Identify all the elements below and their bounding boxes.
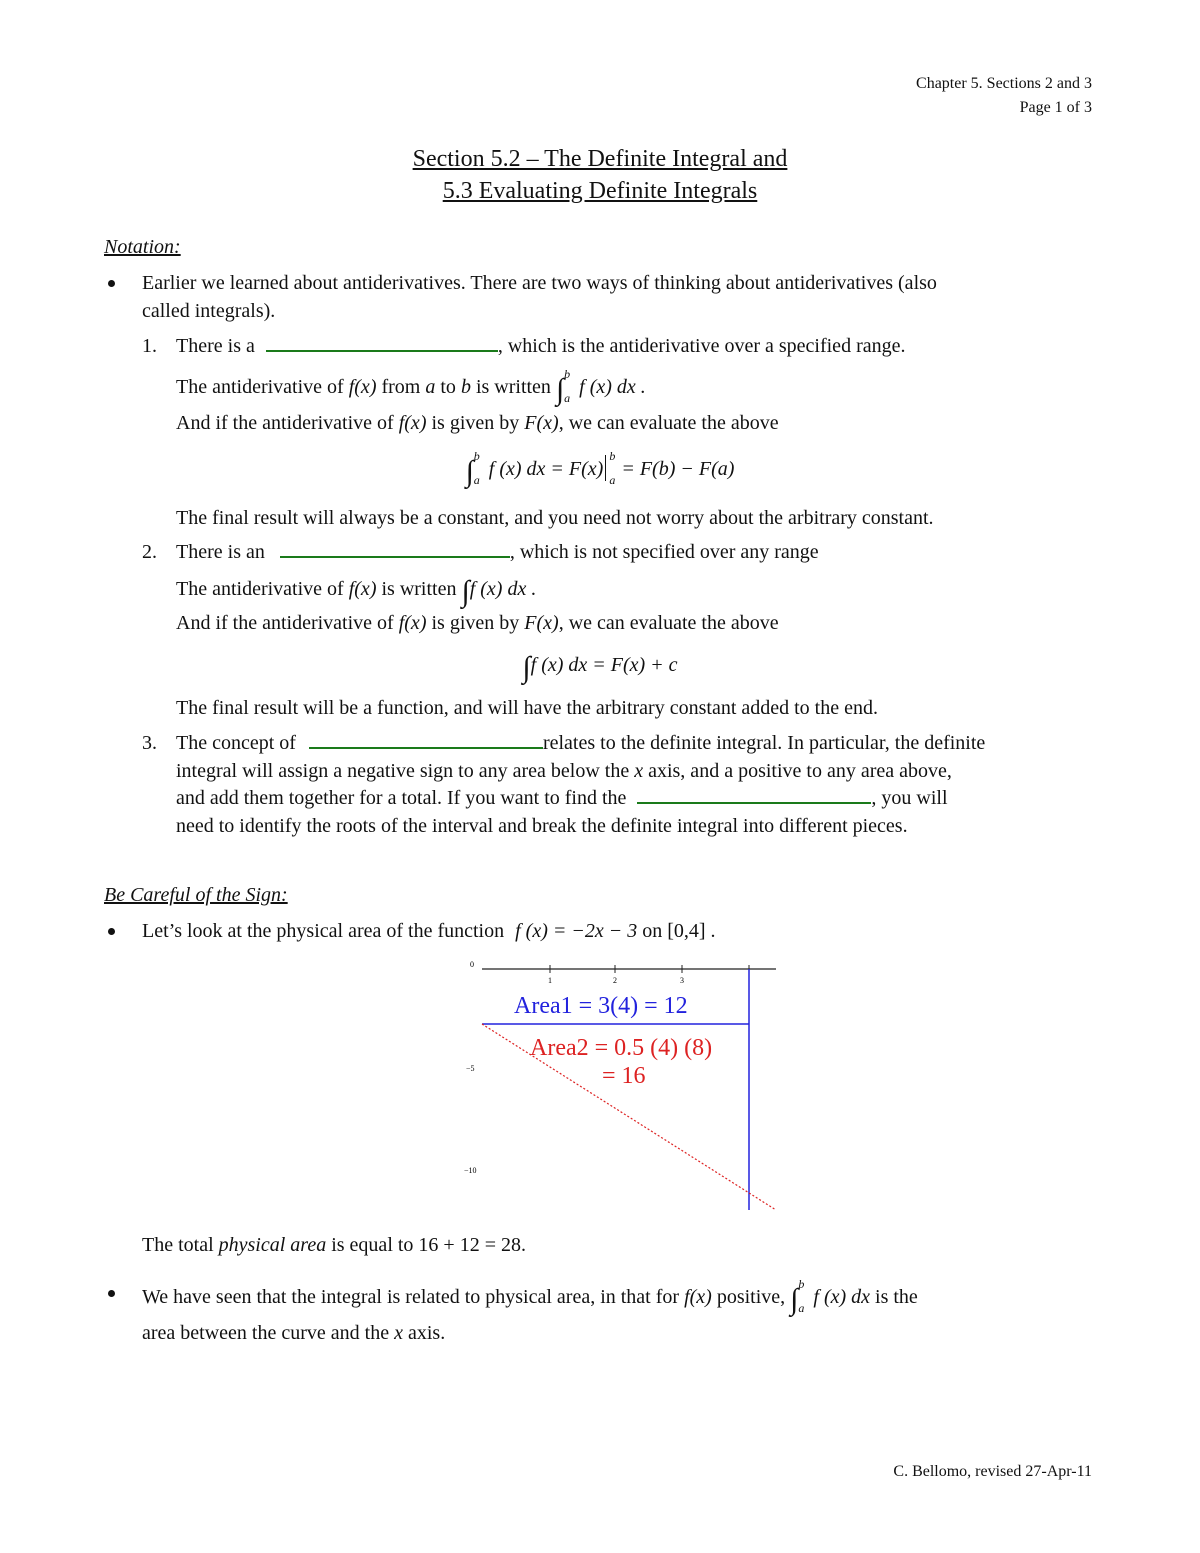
item3-line3-post: , you will <box>871 787 948 809</box>
item1-from: from <box>381 376 421 398</box>
bullet-icon <box>108 280 115 287</box>
careful-bullet1-pre: Let’s look at the physical area of the function <box>142 920 505 942</box>
item2-integrand: f (x) dx . <box>469 578 537 600</box>
notation-heading: Notation: <box>104 236 181 258</box>
item3-line2-text: integral will assign a negative sign to any area below the <box>176 760 630 782</box>
x-tick-label: 1 <box>548 976 552 985</box>
bullet2-integrand: f (x) dx <box>813 1286 871 1308</box>
evaluation-bar: b a <box>605 455 616 481</box>
bullet2-fx: f(x) <box>684 1286 712 1308</box>
item1-post: , which is the antiderivative over a specified range. <box>497 335 906 357</box>
item2-line3-fx: f(x) <box>398 612 427 634</box>
notation-intro-line2: called integrals). <box>142 300 276 322</box>
item2-fx: f(x) <box>348 578 377 600</box>
item2-pre: There is an <box>176 541 265 563</box>
item1-line1 <box>176 333 905 359</box>
integral-limits: b a <box>473 449 480 487</box>
item3-line2-post: axis, and a positive to any area above, <box>648 760 952 782</box>
item3-line3-pre: and add them together for a total. If you want to find the <box>176 787 627 809</box>
integral-sign-icon: ∫ <box>555 373 565 406</box>
chapter-header: Chapter 5. Sections 2 and 3 <box>916 75 1092 92</box>
item3-x: x <box>634 760 644 782</box>
page-number: Page 1 of 3 <box>1019 99 1092 116</box>
item1-line3-Fx: F(x) <box>524 412 559 434</box>
item1-equation <box>0 449 1200 491</box>
total-area-line <box>142 1232 526 1258</box>
item2-line3 <box>176 610 779 636</box>
integral-sign-icon: ∫ <box>465 455 474 488</box>
item3-pre: The concept of <box>176 732 296 754</box>
item3-number: 3. <box>142 732 157 754</box>
area2-label: Area2 = 0.5 (4) (8) <box>530 1035 713 1061</box>
item1-final: The final result will always be a constant, and you need not worry about the arbitrary constant. <box>176 507 934 529</box>
item1-line3-post: , we can evaluate the above <box>558 412 779 434</box>
total-em: physical area <box>218 1234 327 1256</box>
careful-on: on <box>642 920 663 942</box>
careful-interval: [0,4] . <box>667 920 716 942</box>
page-title-line2: 5.3 Evaluating Definite Integrals <box>442 178 758 204</box>
notation-intro-line1: Earlier we learned about antiderivatives. There are two ways of thinking about antiderivatives (also <box>142 272 937 294</box>
item1-number: 1. <box>142 335 157 357</box>
integral-sign-icon: ∫ <box>461 575 470 608</box>
careful-bullet2-line1 <box>142 1277 918 1319</box>
careful-bullet1 <box>142 918 716 944</box>
careful-bullet2-line2 <box>142 1320 445 1346</box>
bullet2-post: is the <box>875 1286 918 1308</box>
y-tick-label: −5 <box>466 1064 475 1073</box>
bullet-icon <box>108 1290 115 1297</box>
total-pre: The total <box>142 1234 214 1256</box>
blank-net-area <box>309 731 543 749</box>
page-title-line1: Section 5.2 – The Definite Integral and <box>412 146 788 172</box>
item1-line3 <box>176 410 779 436</box>
blank-total-area <box>637 786 871 804</box>
integral-sign-icon: ∫ <box>790 1283 799 1316</box>
bullet2-pre: We have seen that the integral is related to physical area, in that for <box>142 1286 680 1308</box>
x-tick-label: 2 <box>613 976 617 985</box>
area-graph <box>460 955 790 1217</box>
item2-line1 <box>176 539 819 565</box>
item3-line2 <box>176 758 952 784</box>
y-tick-label: 0 <box>470 960 474 969</box>
item3-post: relates to the definite integral. In particular, the definite <box>542 732 986 754</box>
bullet2-line2-post: axis. <box>407 1322 446 1344</box>
integral-limits: b a <box>798 1277 805 1315</box>
careful-function: f (x) = −2x − 3 <box>515 920 638 942</box>
item2-line3-pre: And if the antiderivative of <box>176 612 394 634</box>
item1-eq-integrand: f (x) dx <box>488 458 546 480</box>
total-post: is equal to 16 + 12 = 28. <box>331 1234 526 1256</box>
item2-line3-post: , we can evaluate the above <box>558 612 779 634</box>
bullet2-line2-pre: area between the curve and the <box>142 1322 390 1344</box>
bullet2-x: x <box>394 1322 403 1344</box>
blank-definite-integral <box>266 334 498 352</box>
item2-line2-pre: The antiderivative of <box>176 578 344 600</box>
item1-integrand: f (x) dx . <box>579 376 646 398</box>
item2-line3-mid: is given by <box>431 612 520 634</box>
item1-line2 <box>176 367 646 409</box>
integral-limits: b a <box>564 367 571 405</box>
integral-sign-icon: ∫ <box>522 651 531 684</box>
item2-line2 <box>176 572 536 611</box>
item1-line3-mid: is given by <box>431 412 520 434</box>
blank-indefinite-integral <box>280 540 510 558</box>
area2-value: = 16 <box>602 1063 646 1089</box>
area1-label: Area1 = 3(4) = 12 <box>514 993 688 1019</box>
footer-credit: C. Bellomo, revised 27-Apr-11 <box>893 1463 1092 1480</box>
item1-line3-fx: f(x) <box>398 412 427 434</box>
item3-line1 <box>176 730 985 756</box>
item3-line4: need to identify the roots of the interval and break the definite integral into different pieces. <box>176 815 908 837</box>
item1-a: a <box>425 376 436 398</box>
item2-eq: f (x) dx = F(x) + c <box>530 654 678 676</box>
item1-eq-result: = F(b) − F(a) <box>621 458 735 480</box>
item1-b: b <box>460 376 471 398</box>
item2-final: The final result will be a function, and will have the arbitrary constant added to the end. <box>176 697 878 719</box>
bullet-icon <box>108 928 115 935</box>
item2-line3-Fx: F(x) <box>524 612 559 634</box>
careful-heading: Be Careful of the Sign: <box>104 884 288 906</box>
item2-number: 2. <box>142 541 157 563</box>
item1-line3-pre: And if the antiderivative of <box>176 412 394 434</box>
item3-line3 <box>176 785 948 811</box>
bullet2-mid: positive, <box>716 1286 786 1308</box>
item2-is-written: is written <box>381 578 457 600</box>
x-tick-label: 3 <box>680 976 684 985</box>
y-tick-label: −10 <box>464 1166 477 1175</box>
item1-is-written: is written <box>475 376 551 398</box>
item1-pre: There is a <box>176 335 255 357</box>
item1-to: to <box>440 376 456 398</box>
item1-eq-Fx: = F(x) <box>550 458 604 480</box>
item1-fx: f(x) <box>348 376 377 398</box>
item1-line2-pre: The antiderivative of <box>176 376 344 398</box>
item2-equation <box>0 648 1200 687</box>
item2-post: , which is not specified over any range <box>509 541 819 563</box>
